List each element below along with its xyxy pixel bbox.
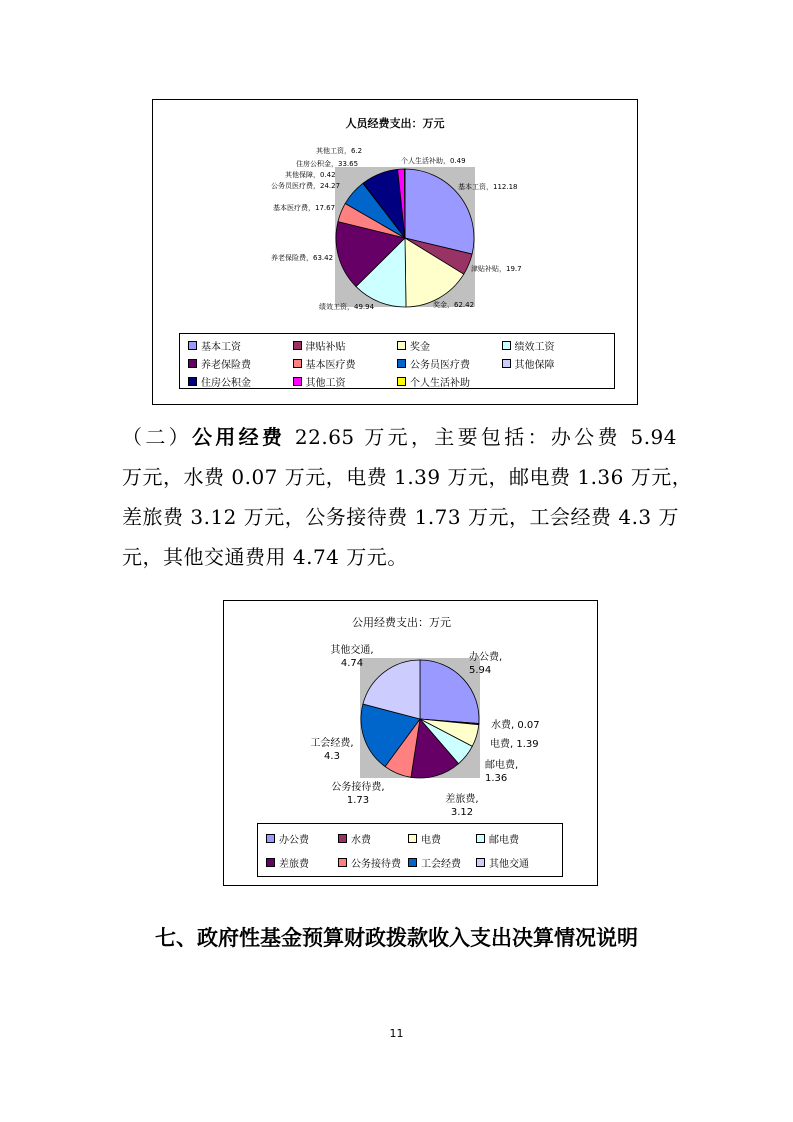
legend-item (502, 338, 607, 353)
legend-item (188, 338, 293, 353)
legend-item (293, 356, 398, 371)
personnel-chart-title: 人员经费支出：万元 (345, 117, 445, 130)
legend-item (293, 338, 398, 353)
legend-swatch (408, 834, 417, 843)
legend-swatch (476, 858, 485, 867)
public-expense-chart (223, 600, 598, 886)
legend-swatch (408, 858, 417, 867)
paragraph-line: 差旅费 3.12 万元，公务接待费 1.73 万元，工会经费 4.3 万 (122, 505, 680, 529)
legend-label: 绩效工资 (514, 342, 555, 353)
legend-label: 电费 (421, 834, 441, 846)
legend-swatch (502, 359, 511, 368)
section-heading: 七、政府性基金预算财政拨款收入支出决算情况说明 (155, 926, 638, 950)
legend-swatch (293, 377, 302, 386)
paragraph-term: 公用经费 (191, 425, 286, 449)
slice-label: 基本工资，112.18 (458, 183, 518, 191)
slice-label: 水费, 0.07 (491, 720, 540, 731)
slice-label: 养老保险费，63.42 (271, 254, 334, 262)
legend-item (266, 830, 338, 846)
legend-label: 公务接待费 (351, 858, 401, 870)
personnel-expense-chart (152, 99, 638, 405)
slice-label: 办公费, 5.94 (469, 652, 503, 676)
slice-label: 个人生活补助，0.49 (401, 157, 466, 165)
slice-label: 公务员医疗费，24.27 (271, 182, 341, 190)
legend-label: 基本工资 (201, 342, 241, 353)
legend-item (397, 338, 502, 353)
legend-item (188, 374, 293, 389)
public-pie-svg (224, 601, 597, 821)
legend-item (188, 356, 293, 371)
slice-label: 津贴补贴，19.7 (471, 265, 522, 273)
legend-swatch (293, 341, 302, 350)
pie-slice (404, 169, 405, 238)
legend-label: 津贴补贴 (305, 342, 346, 353)
legend-swatch (266, 834, 275, 843)
legend-label: 其他交通 (489, 858, 529, 870)
legend-item (397, 374, 502, 389)
legend-label: 水费 (351, 834, 371, 846)
slice-label: 邮电费, 1.36 (485, 760, 519, 784)
legend-swatch (502, 341, 511, 350)
legend-label: 办公费 (279, 834, 309, 846)
legend-label: 公务员医疗费 (410, 360, 470, 371)
slice-label: 其他交通, 4.74 (330, 645, 374, 669)
legend-item (266, 854, 338, 870)
legend-item (338, 854, 408, 870)
legend-item (476, 854, 556, 870)
personnel-pie-svg (153, 100, 637, 330)
legend-label: 其他保障 (514, 360, 555, 371)
legend-item (476, 830, 556, 846)
legend-label: 工会经费 (421, 858, 461, 870)
legend-swatch (293, 359, 302, 368)
paragraph-line: 万元，水费 0.07 万元，电费 1.39 万元，邮电费 1.36 万元， (122, 465, 693, 489)
public-chart-legend (257, 823, 563, 877)
slice-label: 公务接待费, 1.73 (331, 782, 385, 806)
legend-swatch (476, 834, 485, 843)
legend-item (408, 830, 476, 846)
legend-label: 奖金 (410, 342, 430, 353)
legend-label: 养老保险费 (201, 360, 251, 371)
paragraph-line1-rest: 22.65 万元，主要包括：办公费 5.94 (285, 425, 678, 449)
legend-label: 住房公积金 (201, 378, 251, 389)
legend-item (338, 830, 408, 846)
legend-label: 差旅费 (279, 858, 309, 870)
page-number: 11 (389, 1027, 404, 1040)
legend-swatch (338, 834, 347, 843)
legend-item (408, 854, 476, 870)
legend-swatch (188, 359, 197, 368)
legend-swatch (266, 858, 275, 867)
slice-label: 差旅费, 3.12 (445, 794, 479, 818)
legend-label: 邮电费 (489, 834, 519, 846)
slice-label: 奖金，62.42 (433, 301, 475, 309)
slice-label: 住房公积金，33.65 (296, 160, 359, 168)
paragraph-line (122, 417, 677, 457)
slice-label: 绩效工资，49.94 (319, 303, 375, 311)
paragraph-line: 元，其他交通费用 4.74 万元。 (122, 545, 408, 569)
legend-item (397, 356, 502, 371)
slice-label: 其他工资，6.2 (316, 147, 363, 155)
legend-label: 个人生活补助 (410, 378, 470, 389)
legend-swatch (188, 341, 197, 350)
legend-swatch (397, 341, 406, 350)
legend-swatch (397, 377, 406, 386)
slice-label: 基本医疗费，17.67 (273, 204, 336, 212)
slice-label: 工会经费, 4.3 (310, 738, 354, 762)
legend-swatch (188, 377, 197, 386)
legend-label: 基本医疗费 (305, 360, 356, 371)
personnel-chart-legend (179, 333, 615, 389)
public-expense-paragraph (122, 417, 693, 577)
legend-item (502, 356, 607, 371)
paragraph-lead: （二） (122, 425, 192, 449)
slice-label: 电费, 1.39 (490, 739, 539, 750)
slice-label: 其他保障，0.42 (285, 171, 336, 179)
legend-label: 其他工资 (305, 378, 346, 389)
public-chart-title: 公用经费支出：万元 (352, 616, 451, 629)
legend-swatch (338, 858, 347, 867)
legend-swatch (397, 359, 406, 368)
legend-item (293, 374, 398, 389)
